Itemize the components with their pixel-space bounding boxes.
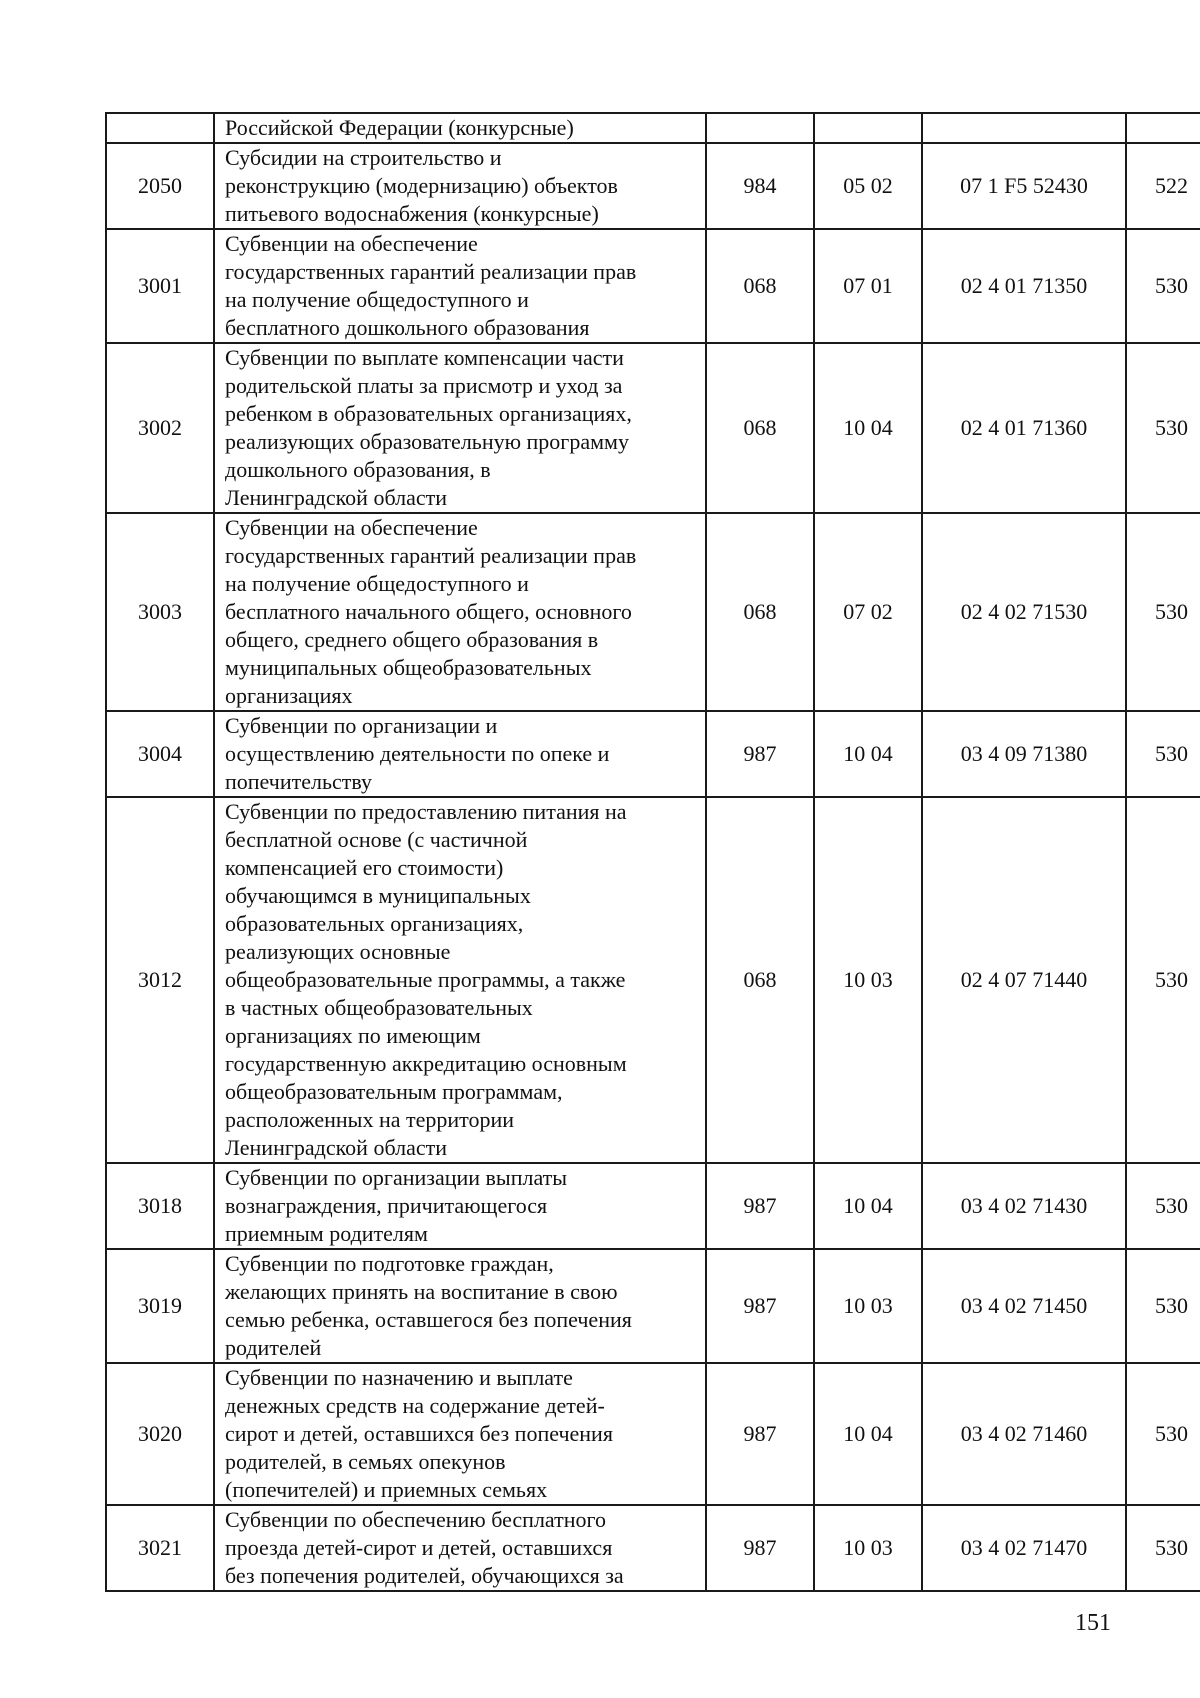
csr-cell: 02 4 02 71530 <box>922 513 1126 711</box>
vr-cell <box>1126 113 1200 143</box>
table-row <box>106 143 1200 229</box>
gr-cell: 068 <box>706 229 814 343</box>
csr-cell: 03 4 02 71470 <box>922 1505 1126 1591</box>
table-row <box>106 113 1200 143</box>
gr-cell: 068 <box>706 513 814 711</box>
name-text: Субвенции на обеспечение государственных гарантий реализации прав на получение общедоступного и бесплатного дошкольного образования <box>225 231 637 340</box>
vr-cell: 530 <box>1126 513 1200 711</box>
name-cell <box>214 1505 706 1591</box>
name-text: Субвенции по выплате компенсации части родительской платы за присмотр и уход за ребенком в образовательных организациях, реализующих образовательную программу дошкольного образования, в Ленинградской области <box>225 345 632 510</box>
name-text: Субвенции по организации и осуществлению деятельности по опеке и попечительству <box>225 713 610 794</box>
csr-cell: 03 4 02 71430 <box>922 1163 1126 1249</box>
section-cell: 10 04 <box>814 1363 922 1505</box>
table-row <box>106 711 1200 797</box>
name-cell <box>214 711 706 797</box>
code-cell: 3012 <box>106 797 214 1163</box>
section-cell <box>814 113 922 143</box>
csr-cell: 07 1 F5 52430 <box>922 143 1126 229</box>
gr-cell: 987 <box>706 1163 814 1249</box>
code-cell: 3002 <box>106 343 214 513</box>
csr-cell: 02 4 01 71360 <box>922 343 1126 513</box>
name-cell <box>214 343 706 513</box>
code-cell: 3019 <box>106 1249 214 1363</box>
vr-cell: 530 <box>1126 1163 1200 1249</box>
gr-cell: 068 <box>706 797 814 1163</box>
csr-cell: 03 4 02 71450 <box>922 1249 1126 1363</box>
name-text: Субвенции по предоставлению питания на бесплатной основе (с частичной компенсацией его стоимости) обучающимся в муниципальных образовательных организациях, реализующих основные общеобразовательные программы, а также в частных общеобразовательных организациях по имеющим государственную аккредитацию основным общеобразовательным программам, расположенных на территории Ленинградской области <box>225 799 627 1160</box>
csr-cell: 03 4 09 71380 <box>922 711 1126 797</box>
name-cell <box>214 229 706 343</box>
page-number: 151 <box>1075 1610 1111 1636</box>
csr-cell: 03 4 02 71460 <box>922 1363 1126 1505</box>
csr-cell: 02 4 01 71350 <box>922 229 1126 343</box>
section-cell: 10 03 <box>814 797 922 1163</box>
table-row <box>106 1249 1200 1363</box>
vr-cell: 530 <box>1126 711 1200 797</box>
gr-cell: 987 <box>706 1363 814 1505</box>
table-row <box>106 1163 1200 1249</box>
code-cell: 3020 <box>106 1363 214 1505</box>
code-cell: 3003 <box>106 513 214 711</box>
table-row <box>106 343 1200 513</box>
gr-cell: 987 <box>706 711 814 797</box>
name-cell <box>214 1163 706 1249</box>
budget-table <box>105 112 1200 1592</box>
name-text: Субвенции по назначению и выплате денежных средств на содержание детей- сирот и детей, оставшихся без попечения родителей, в семьях опекунов (попечителей) и приемных семьях <box>225 1365 613 1502</box>
section-cell: 10 04 <box>814 711 922 797</box>
gr-cell <box>706 113 814 143</box>
code-cell <box>106 113 214 143</box>
name-cell <box>214 1363 706 1505</box>
name-cell <box>214 1249 706 1363</box>
name-text: Субвенции по организации выплаты вознаграждения, причитающегося приемным родителям <box>225 1165 568 1246</box>
name-text: Российской Федерации (конкурсные) <box>225 115 574 140</box>
section-cell: 07 02 <box>814 513 922 711</box>
name-cell <box>214 797 706 1163</box>
code-cell: 3021 <box>106 1505 214 1591</box>
name-cell <box>214 143 706 229</box>
csr-cell <box>922 113 1126 143</box>
vr-cell: 530 <box>1126 797 1200 1163</box>
code-cell: 3004 <box>106 711 214 797</box>
code-cell: 3018 <box>106 1163 214 1249</box>
section-cell: 10 04 <box>814 343 922 513</box>
name-cell <box>214 513 706 711</box>
vr-cell: 522 <box>1126 143 1200 229</box>
csr-cell: 02 4 07 71440 <box>922 797 1126 1163</box>
vr-cell: 530 <box>1126 343 1200 513</box>
name-text: Субсидии на строительство и реконструкцию (модернизацию) объектов питьевого водоснабжения (конкурсные) <box>225 145 618 226</box>
vr-cell: 530 <box>1126 1363 1200 1505</box>
vr-cell: 530 <box>1126 1249 1200 1363</box>
name-text: Субвенции по подготовке граждан, желающих принять на воспитание в свою семью ребенка, оставшегося без попечения родителей <box>225 1251 632 1360</box>
gr-cell: 984 <box>706 143 814 229</box>
code-cell: 3001 <box>106 229 214 343</box>
section-cell: 10 04 <box>814 1163 922 1249</box>
vr-cell: 530 <box>1126 229 1200 343</box>
name-cell <box>214 113 706 143</box>
section-cell: 10 03 <box>814 1505 922 1591</box>
vr-cell: 530 <box>1126 1505 1200 1591</box>
table-row <box>106 1505 1200 1591</box>
section-cell: 10 03 <box>814 1249 922 1363</box>
section-cell: 05 02 <box>814 143 922 229</box>
table-row <box>106 797 1200 1163</box>
name-text: Субвенции на обеспечение государственных гарантий реализации прав на получение общедоступного и бесплатного начального общего, основного общего, среднего общего образования в муниципальных общеобразовательных организациях <box>225 515 637 708</box>
code-cell: 2050 <box>106 143 214 229</box>
table-row <box>106 1363 1200 1505</box>
section-cell: 07 01 <box>814 229 922 343</box>
gr-cell: 987 <box>706 1249 814 1363</box>
table-row <box>106 229 1200 343</box>
table-row <box>106 513 1200 711</box>
name-text: Субвенции по обеспечению бесплатного проезда детей-сирот и детей, оставшихся без попечения родителей, обучающихся за <box>225 1507 624 1588</box>
gr-cell: 068 <box>706 343 814 513</box>
gr-cell: 987 <box>706 1505 814 1591</box>
